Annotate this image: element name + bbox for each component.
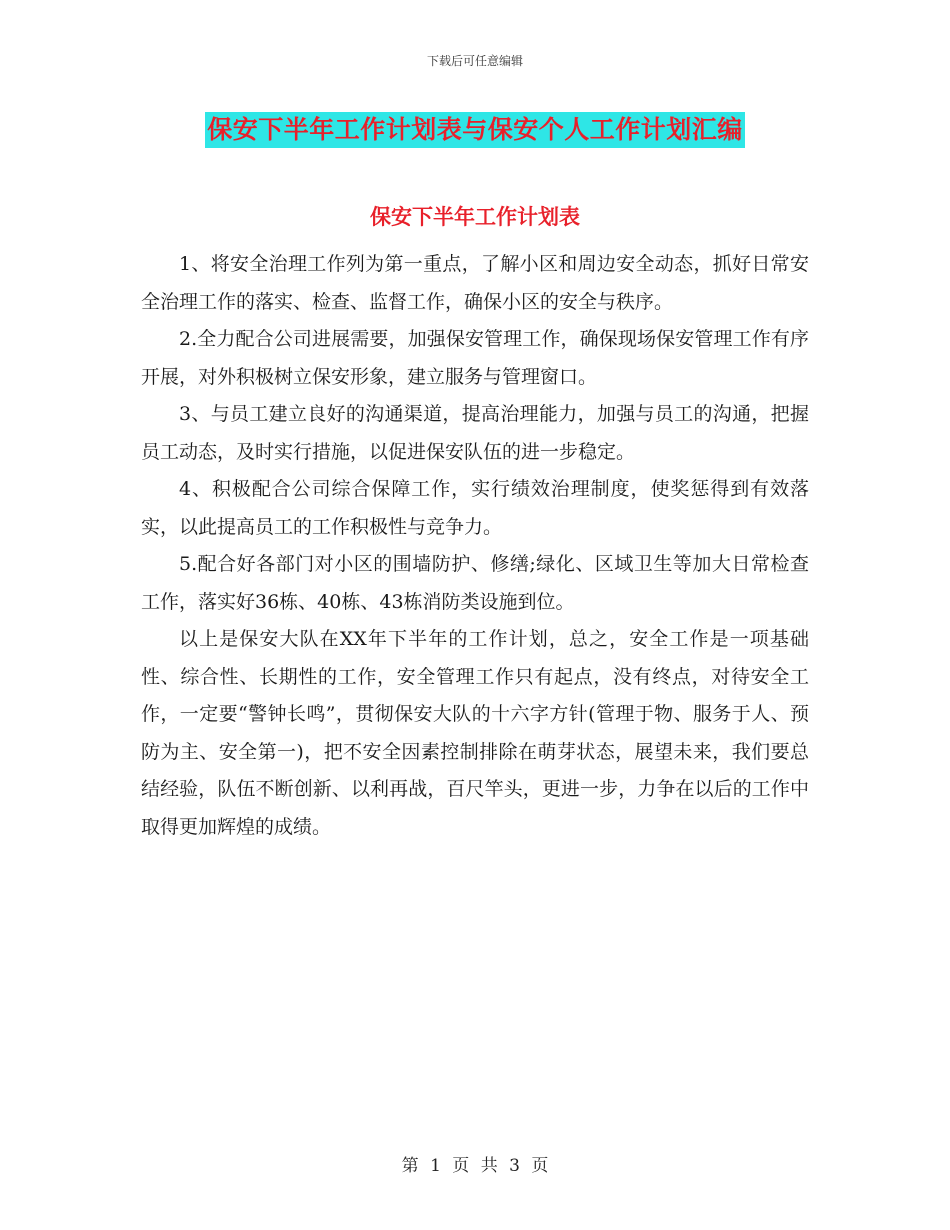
page-number-footer: 第 1 页 共 3 页 [401, 1156, 549, 1176]
section-title: 保安下半年工作计划表 [370, 204, 580, 229]
paragraph-2: 2.全力配合公司进展需要，加强保安管理工作，确保现场保安管理工作有序开展，对外积极树立保安形象，建立服务与管理窗口。 [141, 328, 809, 388]
paragraph-summary: 以上是保安大队在XX年下半年的工作计划，总之，安全工作是一项基础性、综合性、长期性的工作，安全管理工作只有起点，没有终点，对待安全工作，一定要“警钟长鸣”，贯彻保安大队的十六字方针(管理于物、服务于人、预防为主、安全第一)，把不安全因素控制排除在萌芽状态，展望未来，我们要总结经验，队伍不断创新、以利再战，百尺竿头，更进一步，力争在以后的工作中取得更加辉煌的成绩。 [141, 628, 809, 838]
document-title [0, 112, 950, 152]
document-body [141, 246, 809, 846]
paragraph-5: 5.配合好各部门对小区的围墙防护、修缮;绿化、区域卫生等加大日常检查工作，落实好36栋、40栋、43栋消防类设施到位。 [141, 553, 809, 613]
document-title-text: 保安下半年工作计划表与保安个人工作计划汇编 [205, 112, 745, 148]
paragraph-3: 3、与员工建立良好的沟通渠道，提高治理能力，加强与员工的沟通，把握员工动态，及时实行措施，以促进保安队伍的进一步稳定。 [141, 403, 809, 463]
paragraph-1: 1、将安全治理工作列为第一重点，了解小区和周边安全动态，抓好日常安全治理工作的落实、检查、监督工作，确保小区的安全与秩序。 [141, 253, 809, 313]
paragraph-4: 4、积极配合公司综合保障工作，实行绩效治理制度，使奖惩得到有效落实，以此提高员工的工作积极性与竞争力。 [141, 478, 809, 538]
page-header-note: 下载后可任意编辑 [426, 54, 523, 68]
